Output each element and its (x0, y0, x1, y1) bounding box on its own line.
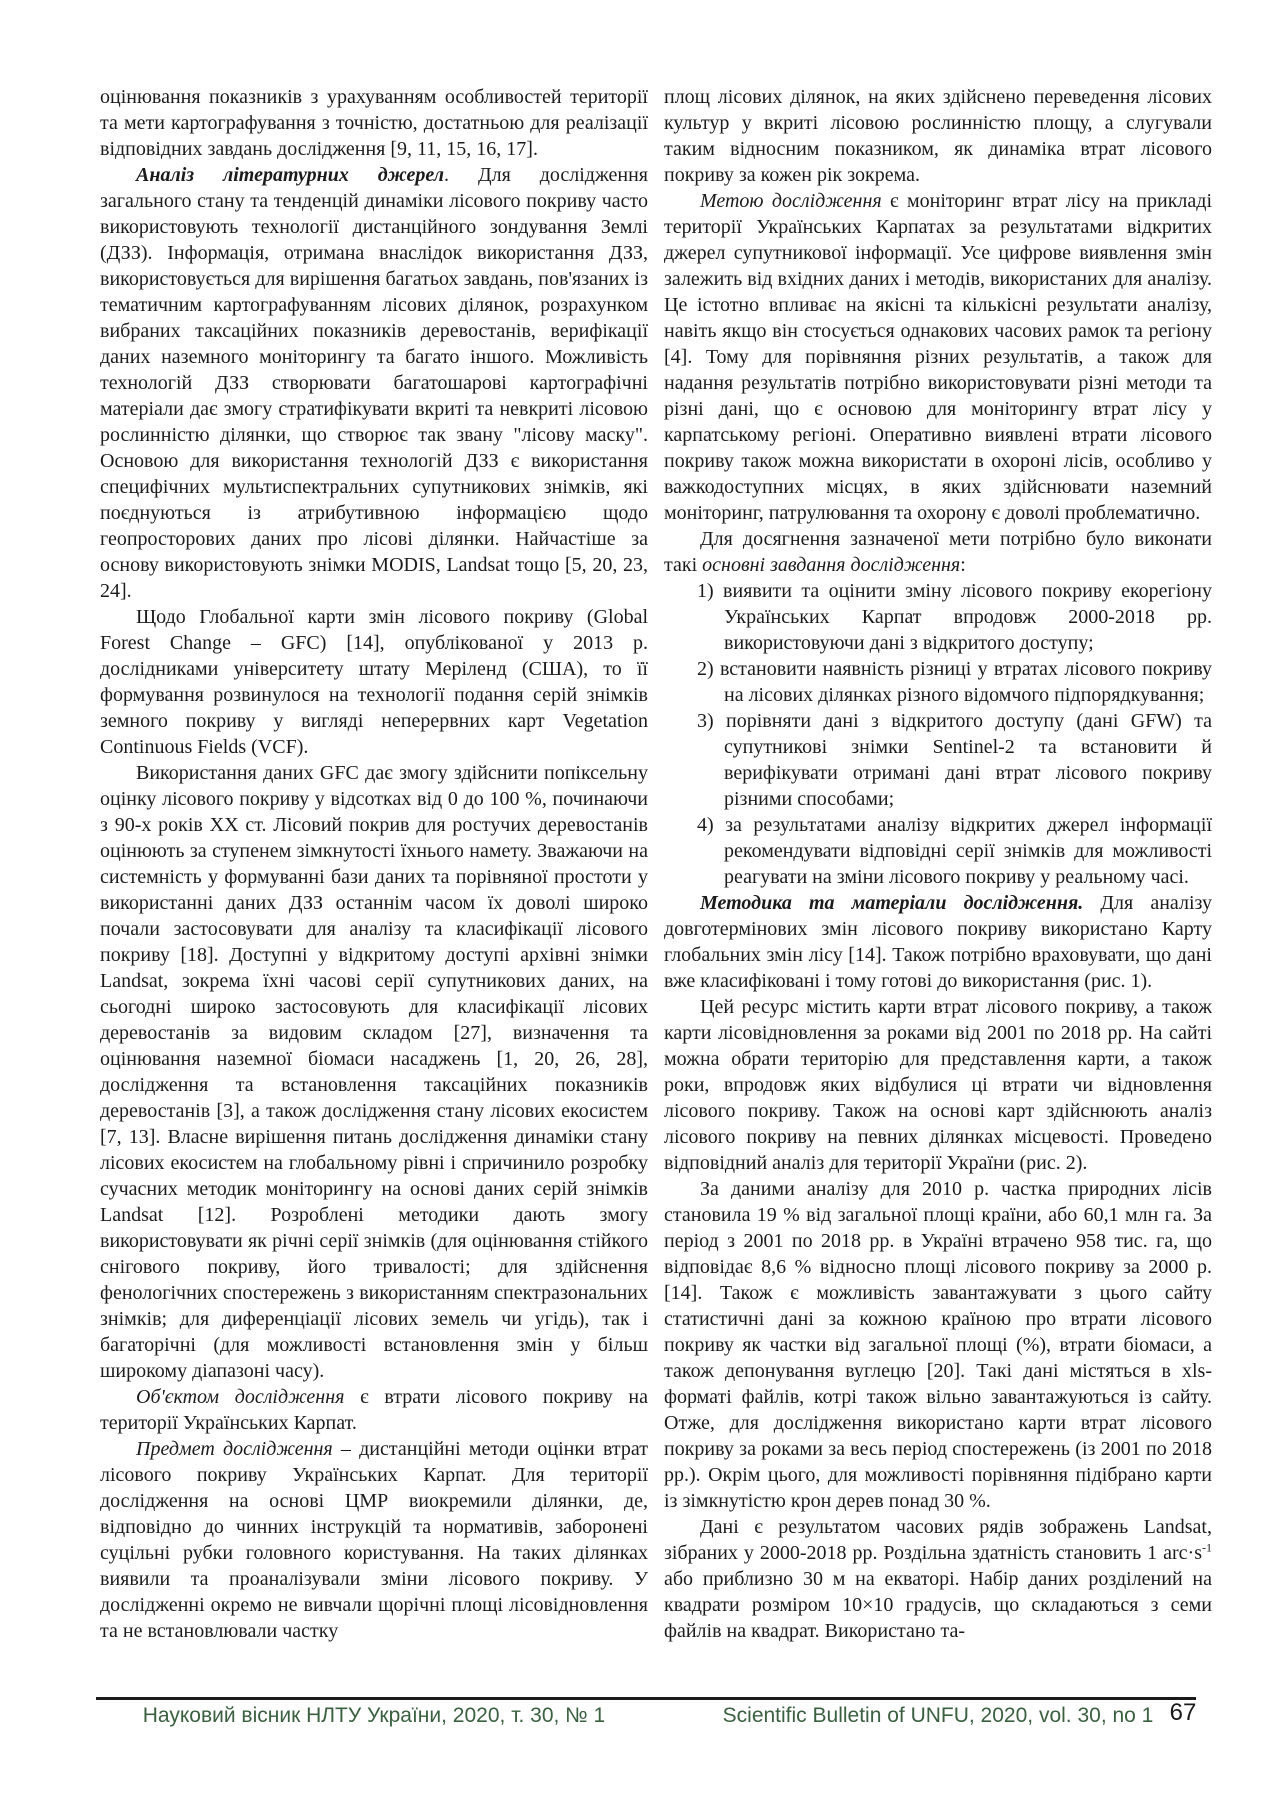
text-segment: площ лісових ділянок, на яких здійснено переведення лісових культур у вкриті лісовою рослинністю площу, а слугували таким відносним показником, як динаміка втрат лісового покриву за кожен рік зокрема. (664, 86, 1212, 186)
column-right (664, 84, 1212, 1688)
text-segment: Предмет дослідження (136, 1438, 333, 1460)
paragraph (664, 84, 1212, 188)
page-body (100, 84, 1212, 1688)
paragraph (100, 162, 648, 604)
list-item (664, 656, 1212, 708)
text-segment: є втрати лісового покриву на території Українських Карпат. (100, 1386, 648, 1434)
text-segment: Використання даних GFC дає змогу здійснити попіксельну оцінку лісового покриву у відсотках від 0 до 100 %, починаючи з 90-х років XX ст. Лісовий покрив для ростучих деревостанів оцінюють за ступенем зімкнутості їхнього намету. Зважаючи на системність у формуванні бази даних та порівняної простоти у використанні даних ДЗЗ останнім часом їх доволі широко почали застосовувати для аналізу та класифікації лісового покриву [18]. Доступні у відкритому доступі архівні знімки Landsat, зокрема їхні часові серії супутникових даних, на сьогодні широко застосовують для класифікації лісових деревостанів за видовим складом [27], визначення та оцінювання наземної біомаси насаджень [1, 20, 26, 28], дослідження та встановлення таксаційних показників деревостанів [3], а також дослідження стану лісових екосистем [7, 13]. Власне вирішення питань дослідження динаміки стану лісових екосистем на глобальному рівні і спричинило розробку сучасних методик моніторингу на основі даних серій знімків Landsat [12]. Розроблені методики дають змогу використовувати як річні серії знімків (для оцінювання стійкого снігового покриву, його тривалості; для здійснення фенологічних спостережень з використанням спектразональних знімків; для диференціації лісових земель чи угідь), так і багаторічні (для можливості встановлення змін у більш широкому діапазоні часу). (100, 762, 648, 1382)
text-segment: : (960, 554, 966, 576)
text-segment: або приблизно 30 м на екваторі. Набір даних розділений на квадрати розміром 10×10 градусів, що складаються з семи файлів на квадрат. Використано та- (664, 1568, 1212, 1642)
paragraph (664, 1176, 1212, 1514)
text-segment: . Для дослідження загального стану та тенденцій динаміки лісового покриву часто використовують технології дистанційного зондування Землі (ДЗЗ). Інформація, отримана внаслідок використання ДЗЗ, використовується для вирішення багатьох завдань, пов'язаних із тематичним картографуванням лісових ділянок, розрахунком вибраних таксаційних показників деревостанів, верифікації даних наземного моніторингу та багато іншого. Можливість технологій ДЗЗ створювати багатошарові картографічні матеріали дає змогу стратифікувати вкриті та невкриті лісовою рослинністю ділянки, що створює так звану "лісову маску". Основою для використання технологій ДЗЗ є використання специфічних мультиспектральних супутникових знімків, які поєднуються із атрибутивною інформацією щодо геопросторових даних про лісові ділянки. Найчастіше за основу використовують знімки MODIS, Landsat тощо [5, 20, 23, 24]. (100, 164, 648, 602)
list-number: 2) (697, 658, 720, 680)
footer-divider (96, 1697, 1196, 1700)
page-footer (100, 1704, 1212, 1728)
list-item (664, 708, 1212, 812)
paragraph (664, 188, 1212, 526)
journal-title-en: Scientific Bulletin of UNFU, 2020, vol. 30, no 1 (722, 1704, 1154, 1727)
list-number: 1) (697, 580, 724, 602)
paragraph (100, 760, 648, 1384)
text-segment: – дистанційні методи оцінки втрат лісового покриву Українських Карпат. Для території дослідження на основі ЦМР виокремили ділянки, де, відповідно до чинних інструкцій та нормативів, заборонені суцільні рубки головного користування. На таких ділянках виявили та проаналізували зміни лісового покриву. У дослідженні окремо не вивчали щорічні площі лісовідновлення та не встановлювали частку (100, 1438, 648, 1642)
paragraph (100, 84, 648, 162)
paragraph (100, 1384, 648, 1436)
paragraph (100, 604, 648, 760)
text-segment: Метою дослідження (700, 190, 882, 212)
column-left (100, 84, 648, 1688)
list-item (664, 578, 1212, 656)
list-number: 4) (697, 814, 726, 836)
list-number: 3) (697, 710, 726, 732)
text-segment: Методика та матеріали дослідження. (700, 892, 1084, 914)
text-segment: За даними аналізу для 2010 р. частка природних лісів становила 19 % від загальної площі країни, або 60,1 млн га. За період з 2001 по 2018 рр. в Україні втрачено 958 тис. га, що відповідає 8,6 % відносно площі лісового покриву за 2000 р. [14]. Також є можливість завантажувати з цього сайту статистичні дані за кожною країною про втрати лісового покриву як частки від загальної площі (%), втрати біомаси, а також депонування вуглецю [20]. Такі дані містяться в xls-форматі файлів, котрі також вільно завантажуються із сайту. Отже, для дослідження використано карти втрат лісового покриву за роками за весь період спостережень (із 2001 по 2018 рр.). Окрім цього, для можливості порівняння підібрано карти із зімкнутістю крон дерев понад 30 %. (664, 1178, 1212, 1512)
page-number: 67 (1169, 1699, 1197, 1726)
text-segment: Об'єктом дослідження (136, 1386, 345, 1408)
text-segment: Цей ресурс містить карти втрат лісового покриву, а також карти лісовідновлення за роками від 2001 по 2018 рр. На сайті можна обрати територію для представлення карти, а також роки, впродовж яких відбулися ці втрати чи відновлення лісового покриву. Також на основі карт здійснюють аналіз лісового покриву на певних ділянках місцевості. Проведено відповідний аналіз для території України (рис. 2). (664, 996, 1212, 1174)
paragraph (664, 890, 1212, 994)
text-segment: за результатами аналізу відкритих джерел інформації рекомендувати відповідні серії знімків для можливості реагувати на зміни лісового покриву у реальному часі. (724, 814, 1212, 888)
text-segment: виявити та оцінити зміну лісового покриву екорегіону Українських Карпат впродовж 2000-2018 рр. використовуючи дані з відкритого доступу; (723, 580, 1212, 654)
text-segment: Для аналізу довготермінових змін лісового покриву використано Карту глобальних змін лісу [14]. Також потрібно враховувати, що дані вже класифіковані і тому готові до використання (рис. 1). (664, 892, 1212, 992)
text-segment: Аналіз літературних джерел (136, 164, 445, 186)
text-segment: є моніторинг втрат лісу на прикладі території Українських Карпатах за результатами відкритих джерел супутникової інформації. Усе цифрове виявлення змін залежить від вхідних даних і методів, використаних для аналізу. Це істотно впливає на якісні та кількісні результати аналізу, навіть якщо він стосується однакових часових рамок та регіону [4]. Тому для порівняння різних результатів, а також для надання результатів потрібно використовувати різні методи та різні дані, що є основою для моніторингу втрат лісу у карпатському регіоні. Оперативно виявлені втрати лісового покриву також можна використати в охороні лісів, особливо у важкодоступних місцях, в яких здійснювати наземний моніторинг, патрулювання та охорону є доволі проблематично. (664, 190, 1212, 524)
text-segment: Для досягнення зазначеної мети потрібно було виконати такі (664, 528, 1212, 576)
paragraph (664, 1514, 1212, 1644)
paragraph (100, 1436, 648, 1644)
text-segment: встановити наявність різниці у втратах лісового покриву на лісових ділянках різного відомчого підпорядкування; (719, 658, 1212, 706)
paragraph (664, 526, 1212, 578)
text-segment: Дані є результатом часових рядів зображень Landsat, зібраних у 2000-2018 рр. Роздільна здатність становить 1 arc·s (664, 1516, 1212, 1564)
text-segment: оцінювання показників з урахуванням особливостей території та мети картографування з точністю, достатньою для реалізації відповідних завдань дослідження [9, 11, 15, 16, 17]. (100, 86, 648, 160)
paragraph (664, 994, 1212, 1176)
text-segment: Щодо Глобальної карти змін лісового покриву (Global Forest Change – GFC) [14], опублікованої у 2013 р. дослідниками університету штату Меріленд (США), то її формування розвинулося на технології подання серій знімків земного покриву у вигляді неперервних карт Vegetation Continuous Fields (VCF). (100, 606, 648, 758)
text-segment: порівняти дані з відкритого доступу (дані GFW) та супутникові знімки Sentinel-2 та встановити й верифікувати отримані дані втрат лісового покриву різними способами; (724, 710, 1212, 810)
text-segment: -1 (1202, 1540, 1212, 1555)
list-item (664, 812, 1212, 890)
journal-title-uk: Науковий вісник НЛТУ України, 2020, т. 30, № 1 (142, 1704, 606, 1727)
text-segment: основні завдання дослідження (702, 554, 961, 576)
